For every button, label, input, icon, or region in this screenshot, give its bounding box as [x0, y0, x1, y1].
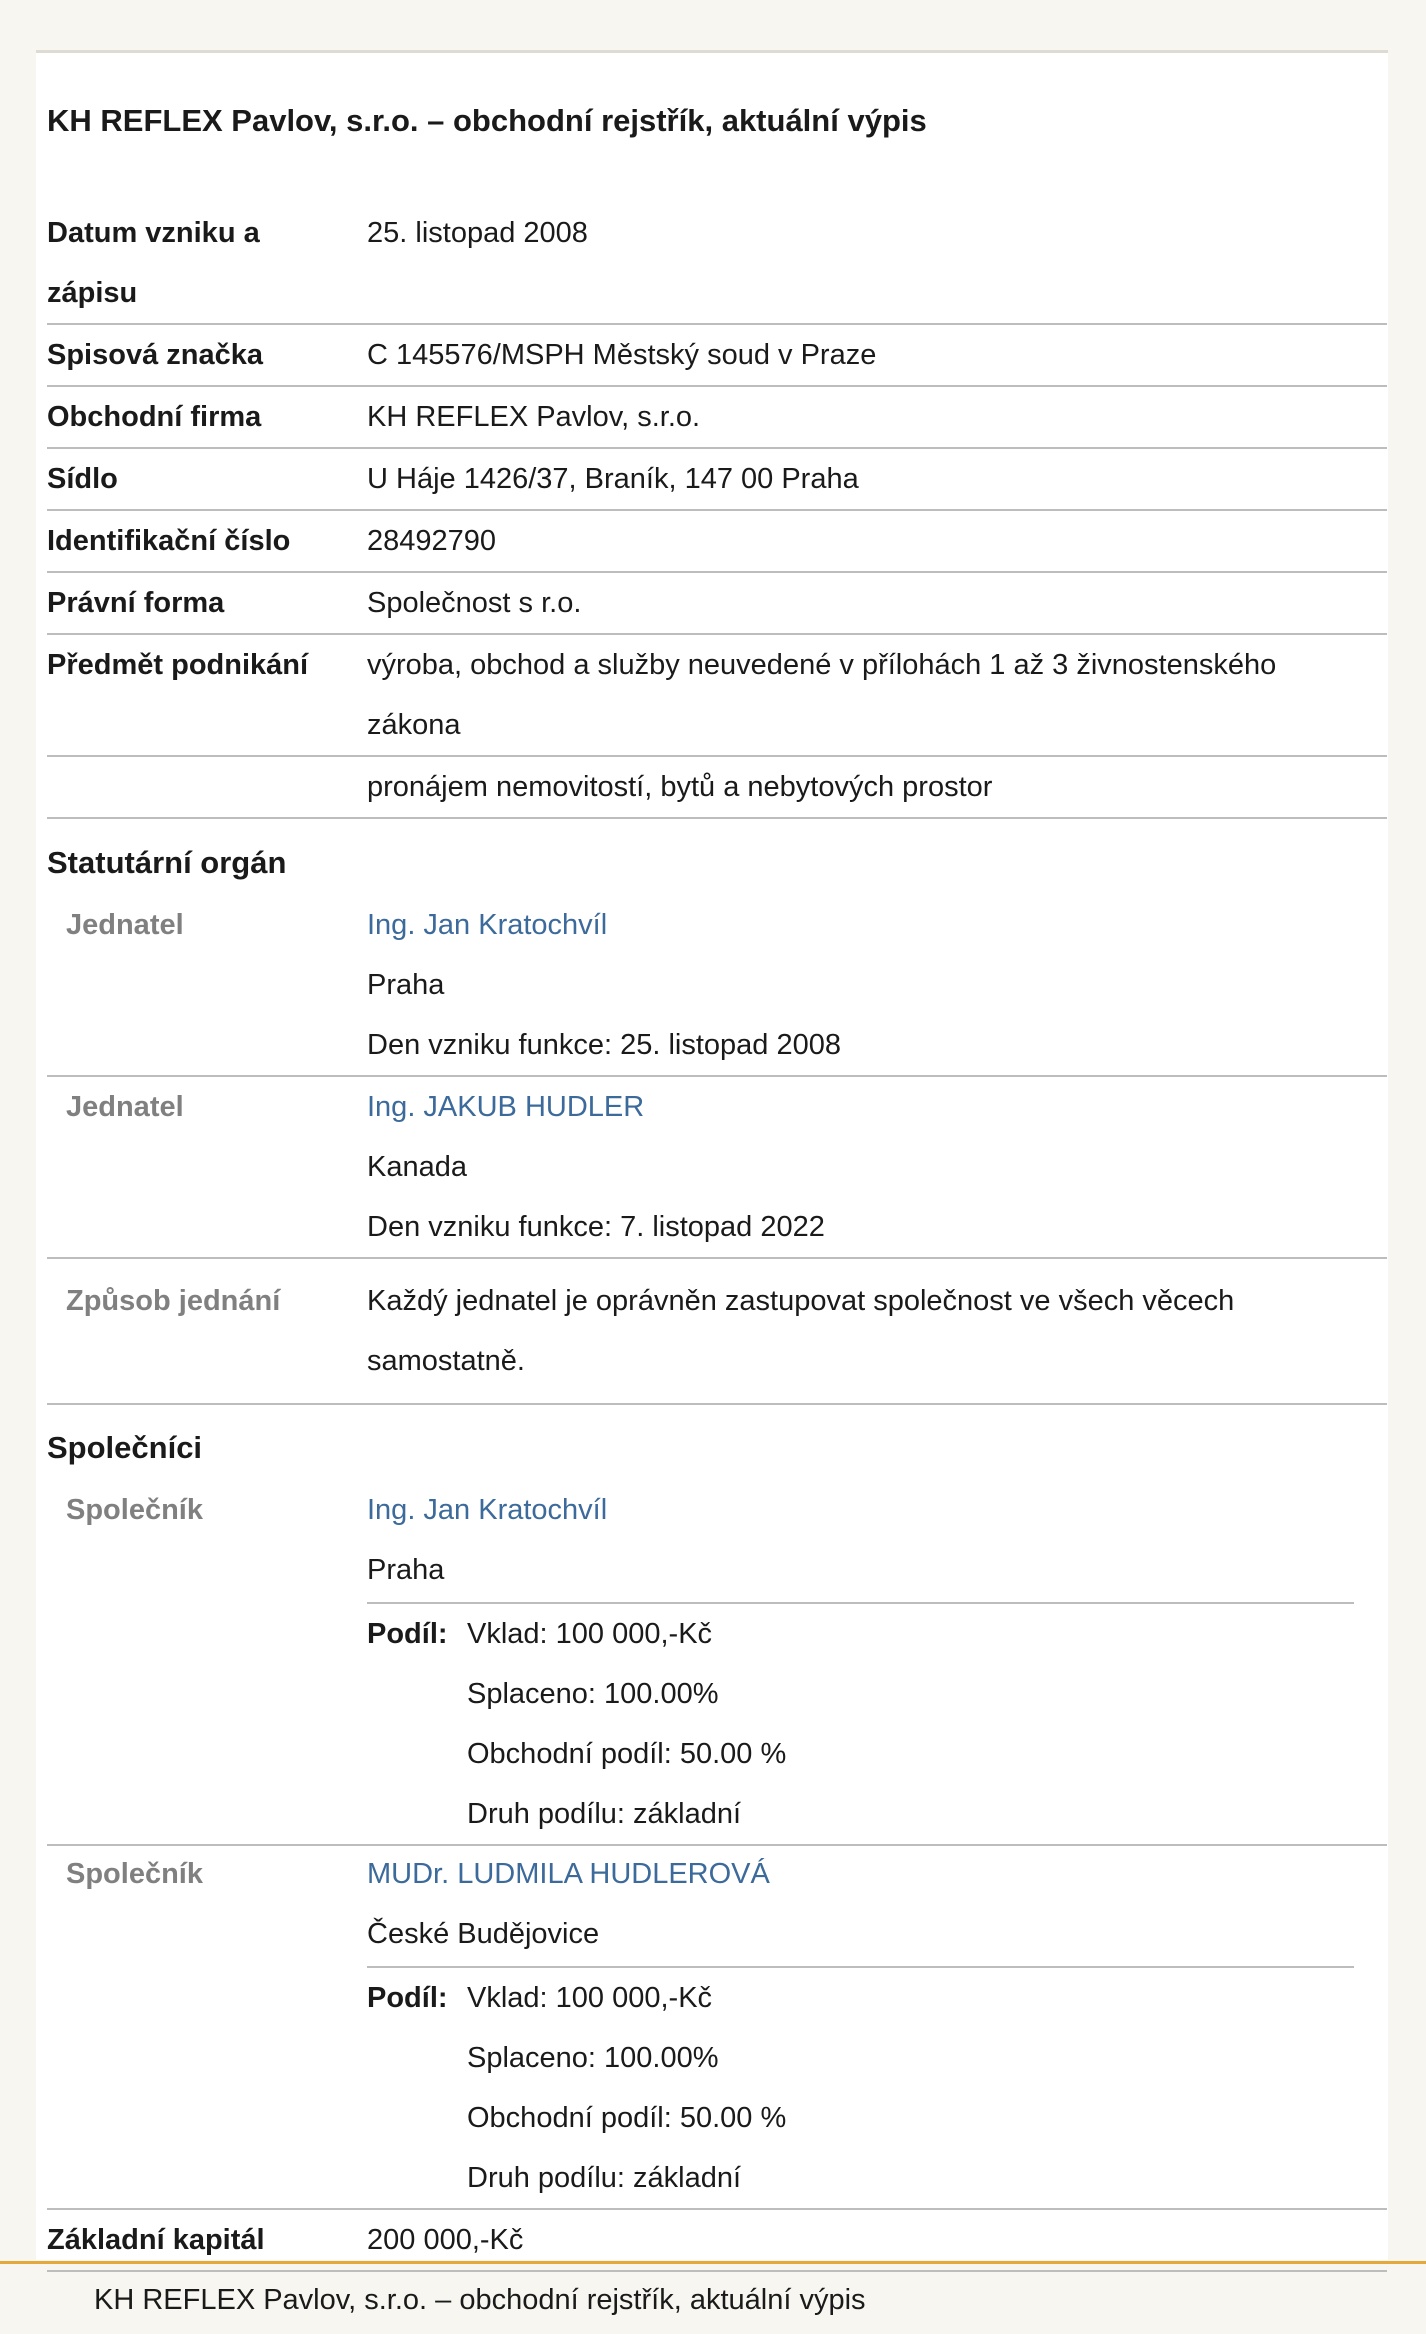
statutarni-member-2: [47, 1077, 1387, 1259]
page-title: KH REFLEX Pavlov, s.r.o. – obchodní rejstřík, aktuální výpis: [47, 103, 927, 138]
row-sidlo: [47, 449, 1387, 511]
value-identifikacni-cislo: 28492790: [367, 525, 497, 557]
role-jednatel-1: Jednatel: [66, 909, 184, 941]
row-pravni-forma: [47, 573, 1387, 635]
section-spolecnici: Společníci: [47, 1430, 203, 1465]
label-identifikacni-cislo: Identifikační číslo: [47, 525, 291, 557]
role-spolecnik-1: Společník: [66, 1494, 203, 1526]
value-sidlo: U Háje 1426/37, Braník, 147 00 Praha: [367, 463, 859, 495]
podil-values-2: Vklad: 100 000,-Kč Splaceno: 100.00% Obchodní podíl: 50.00 % Druh podílu: základní: [467, 1982, 787, 2194]
value-spisova-znacka: C 145576/MSPH Městský soud v Praze: [367, 339, 877, 371]
member-since-1: Den vzniku funkce: 25. listopad 2008: [367, 1029, 841, 1061]
row-predmet-podnikani-2: [47, 757, 1387, 819]
label-spisova-znacka: Spisová značka: [47, 339, 263, 371]
value-pravni-forma: Společnost s r.o.: [367, 587, 582, 619]
role-spolecnik-2: Společník: [66, 1858, 203, 1890]
statutarni-member-1: [47, 895, 1387, 1077]
value-predmet-podnikani-2: pronájem nemovitostí, bytů a nebytových prostor: [367, 771, 993, 803]
spolecnik-place-1: Praha: [367, 1554, 445, 1586]
label-sidlo: Sídlo: [47, 463, 118, 495]
value-predmet-podnikani-1: výroba, obchod a služby neuvedené v přílohách 1 až 3 živnostenského zákona: [367, 649, 1277, 741]
value-zakladni-kapital: 200 000,-Kč: [367, 2224, 524, 2256]
label-pravni-forma: Právní forma: [47, 587, 225, 619]
podil-values-1: Vklad: 100 000,-Kč Splaceno: 100.00% Obchodní podíl: 50.00 % Druh podílu: základní: [467, 1618, 787, 1830]
row-predmet-podnikani: [47, 635, 1387, 757]
member-name-link-2[interactable]: Ing. JAKUB HUDLER: [367, 1091, 645, 1123]
row-zpusob-jednani: [47, 1259, 1387, 1405]
value-zpusob-jednani: Každý jednatel je oprávněn zastupovat společnost ve všech věcech samostatně.: [367, 1285, 1235, 1377]
role-jednatel-2: Jednatel: [66, 1091, 184, 1123]
member-place-2: Kanada: [367, 1151, 467, 1183]
label-obchodni-firma: Obchodní firma: [47, 401, 262, 433]
row-obchodni-firma: [47, 387, 1387, 449]
footer-divider: [0, 2261, 1426, 2264]
row-spisova-znacka: [47, 325, 1387, 387]
value-datum-vzniku: 25. listopad 2008: [367, 217, 588, 249]
member-since-2: Den vzniku funkce: 7. listopad 2022: [367, 1211, 825, 1243]
footer-title: KH REFLEX Pavlov, s.r.o. – obchodní rejstřík, aktuální výpis: [94, 2284, 866, 2316]
section-statutarni-organ: Statutární orgán: [47, 845, 287, 880]
row-identifikacni-cislo: [47, 511, 1387, 573]
podil-label-1: Podíl:: [367, 1618, 448, 1650]
spolecnik-details-2: [367, 1844, 1377, 1964]
label-zakladni-kapital: Základní kapitál: [47, 2224, 265, 2256]
member-place-1: Praha: [367, 969, 445, 1001]
label-datum-vzniku: Datum vzniku a zápisu: [47, 217, 260, 309]
spolecnik-place-2: České Budějovice: [367, 1918, 600, 1950]
podil-label-2: Podíl:: [367, 1982, 448, 2014]
member-details-2: [367, 1077, 1377, 1257]
spolecnik-details-1: [367, 1480, 1377, 1600]
member-details-1: [367, 895, 1377, 1075]
spolecnik-name-link-1[interactable]: Ing. Jan Kratochvíl: [367, 1494, 608, 1526]
label-zpusob-jednani: Způsob jednání: [66, 1285, 281, 1317]
register-card: [36, 50, 1388, 2260]
row-datum-vzniku: [47, 203, 1387, 325]
spolecnik-1: [47, 1480, 1387, 1846]
member-name-link-1[interactable]: Ing. Jan Kratochvíl: [367, 909, 608, 941]
value-obchodni-firma: KH REFLEX Pavlov, s.r.o.: [367, 401, 701, 433]
spolecnik-2: [47, 1844, 1387, 2210]
label-predmet-podnikani: Předmět podnikání: [47, 649, 309, 681]
spolecnik-name-link-2[interactable]: MUDr. LUDMILA HUDLEROVÁ: [367, 1858, 770, 1890]
